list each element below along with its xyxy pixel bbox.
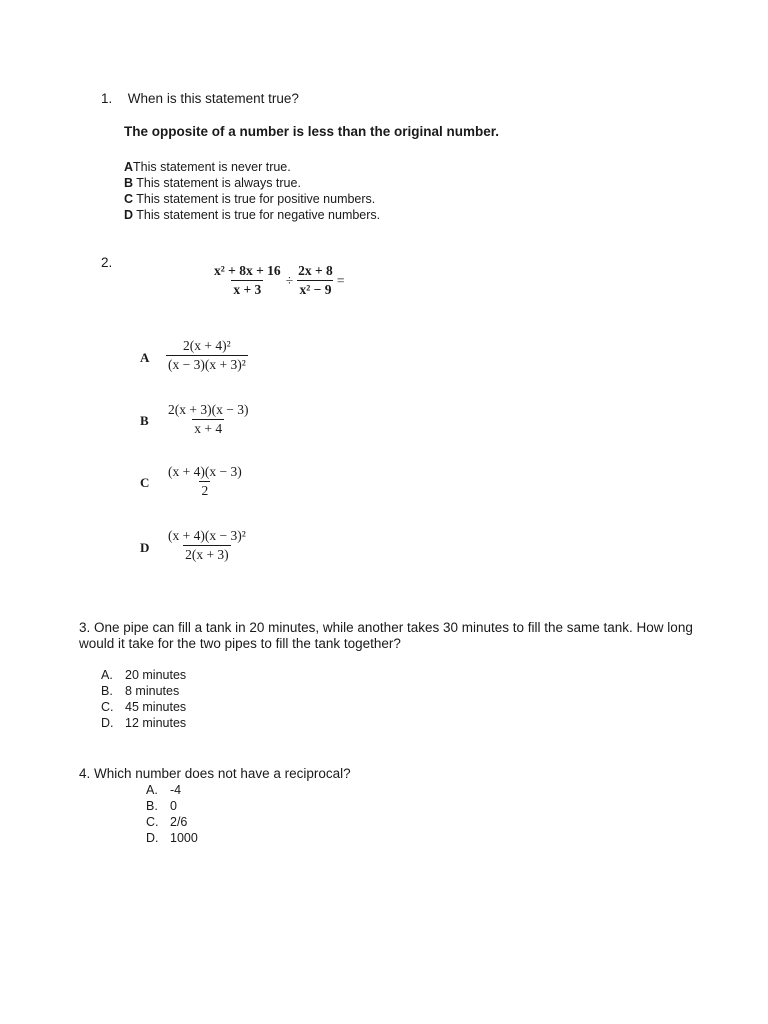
q2-number: 2.	[101, 255, 113, 270]
divide-operator: ÷	[285, 272, 294, 288]
q2-option-c-numerator: (x + 4)(x − 3)	[168, 464, 242, 479]
q2-option-c-denominator: 2	[201, 483, 209, 498]
q4-option-d[interactable]: D. 1000	[146, 831, 198, 845]
q1-header	[101, 91, 299, 107]
q2-option-c[interactable]	[166, 464, 244, 499]
q3-options	[101, 667, 186, 731]
q2-option-a-letter[interactable]: A	[140, 350, 150, 365]
q1-option-d[interactable]: D This statement is true for negative numbers.	[124, 208, 381, 222]
q1-number: 1.	[101, 91, 113, 106]
q2-fraction-2-denominator: x² − 9	[299, 282, 332, 297]
q2-option-a[interactable]	[166, 338, 248, 373]
q2-option-b-denominator: x + 4	[194, 421, 223, 436]
q2-fraction-1-numerator: x² + 8x + 16	[214, 263, 281, 278]
q4-option-c[interactable]: C. 2/6	[146, 815, 188, 829]
q3-option-d[interactable]: D. 12 minutes	[101, 716, 187, 730]
q2-fraction-2-numerator: 2x + 8	[298, 263, 333, 278]
q2-option-d-letter[interactable]: D	[140, 540, 150, 555]
q1-option-a[interactable]: AThis statement is never true.	[124, 160, 291, 174]
q3-option-c[interactable]: C. 45 minutes	[101, 700, 187, 714]
q4-option-a[interactable]: A. -4	[146, 783, 182, 797]
q1-option-c[interactable]: C This statement is true for positive numbers.	[124, 192, 376, 206]
q2-fraction-1-denominator: x + 3	[233, 282, 262, 297]
q1-options	[124, 159, 380, 223]
q2-option-c-letter[interactable]: C	[140, 475, 150, 490]
q2-option-b[interactable]	[166, 402, 250, 437]
equals-sign: =	[336, 272, 345, 288]
q2-option-b-numerator: 2(x + 3)(x − 3)	[168, 402, 249, 417]
q4-options	[146, 782, 198, 846]
q2-fraction-2	[296, 263, 335, 298]
q2-option-a-denominator: (x − 3)(x + 3)²	[168, 357, 246, 372]
q2-option-d-numerator: (x + 4)(x − 3)²	[168, 528, 246, 543]
q3-option-b[interactable]: B. 8 minutes	[101, 684, 180, 698]
q2-option-d-denominator: 2(x + 3)	[185, 547, 229, 562]
q3-option-a[interactable]: A. 20 minutes	[101, 668, 187, 682]
q2-expression	[212, 263, 344, 298]
q2-option-a-numerator: 2(x + 4)²	[183, 338, 231, 353]
q1-statement: The opposite of a number is less than the original number.	[124, 124, 500, 139]
q1-option-b[interactable]: B This statement is always true.	[124, 176, 301, 190]
q1-question: When is this statement true?	[127, 91, 299, 106]
q4-question: 4. Which number does not have a reciprocal?	[79, 766, 351, 781]
q3-question: 3. One pipe can fill a tank in 20 minutes, while another takes 30 minutes to fill the same tank. How long would it take for the two pipes to fill the tank together?	[79, 620, 693, 651]
q4-option-b[interactable]: B. 0	[146, 799, 177, 813]
q2-option-b-letter[interactable]: B	[140, 413, 149, 428]
q2-option-d[interactable]	[166, 528, 248, 563]
q2-fraction-1	[212, 263, 283, 298]
